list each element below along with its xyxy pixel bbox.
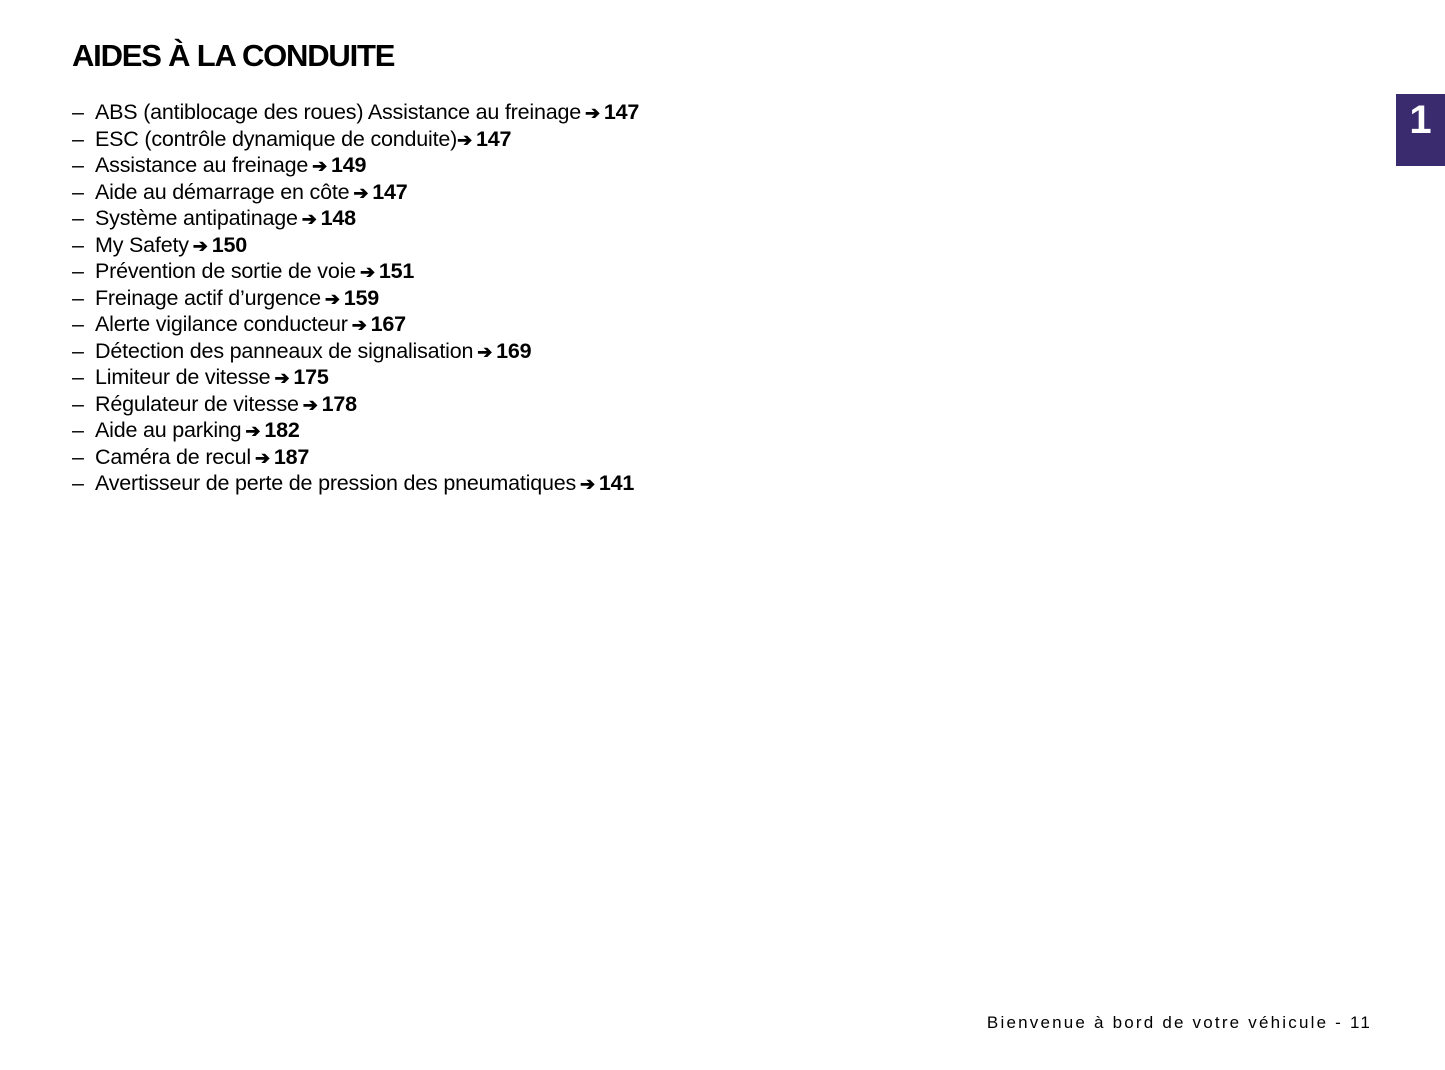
dash: – bbox=[72, 179, 84, 204]
dash: – bbox=[72, 418, 84, 442]
arrow-right-icon: ➔ bbox=[192, 235, 208, 256]
page-ref-link[interactable]: 147 bbox=[372, 179, 408, 204]
dash: – bbox=[72, 126, 84, 151]
page-ref-link[interactable]: 182 bbox=[264, 418, 300, 442]
page-ref-link[interactable]: 175 bbox=[293, 365, 329, 389]
page-ref-link[interactable]: 178 bbox=[321, 391, 357, 416]
arrow-right-icon: ➔ bbox=[457, 129, 472, 150]
arrow-right-icon: ➔ bbox=[580, 474, 595, 494]
list-item bbox=[72, 286, 639, 313]
arrow-right-icon: ➔ bbox=[324, 288, 340, 309]
item-label: Avertisseur de perte de pression des pneumatiques bbox=[95, 471, 577, 495]
page-ref-link[interactable]: 147 bbox=[475, 126, 512, 151]
list-item bbox=[72, 445, 639, 472]
list-item bbox=[72, 259, 639, 286]
page-ref-link[interactable]: 151 bbox=[378, 259, 415, 283]
list-item bbox=[72, 233, 639, 260]
dash: – bbox=[72, 471, 84, 495]
list-item bbox=[72, 312, 639, 339]
arrow-right-icon: ➔ bbox=[359, 262, 375, 282]
arrow-right-icon: ➔ bbox=[254, 447, 270, 468]
dash: – bbox=[72, 259, 84, 283]
page-title: AIDES À LA CONDUITE bbox=[72, 38, 395, 73]
item-label: ABS (antiblocage des roues) Assistance au freinage bbox=[95, 100, 581, 124]
page-ref-link[interactable]: 147 bbox=[603, 100, 640, 124]
arrow-right-icon: ➔ bbox=[477, 341, 493, 362]
page-ref-link[interactable]: 169 bbox=[496, 338, 532, 363]
item-label: Détection des panneaux de signalisation bbox=[95, 338, 474, 363]
list-item bbox=[72, 365, 639, 392]
arrow-right-icon: ➔ bbox=[312, 156, 328, 176]
arrow-right-icon: ➔ bbox=[301, 209, 317, 229]
item-label: My Safety bbox=[95, 232, 189, 257]
list-item bbox=[72, 471, 639, 498]
arrow-right-icon: ➔ bbox=[274, 368, 290, 388]
page-ref-link[interactable]: 141 bbox=[598, 471, 635, 495]
page-ref-link[interactable]: 150 bbox=[211, 232, 247, 257]
page-ref-link[interactable]: 167 bbox=[370, 312, 406, 336]
arrow-right-icon: ➔ bbox=[245, 421, 261, 441]
dash: – bbox=[72, 232, 84, 257]
item-label: Régulateur de vitesse bbox=[95, 391, 299, 416]
list-item bbox=[72, 339, 639, 366]
page-ref-link[interactable]: 159 bbox=[343, 285, 380, 310]
item-label: Assistance au freinage bbox=[95, 153, 309, 177]
feature-list bbox=[72, 100, 639, 498]
item-label: Aide au parking bbox=[95, 418, 242, 442]
dash: – bbox=[72, 391, 84, 416]
page-ref-link[interactable]: 187 bbox=[273, 444, 310, 469]
list-item bbox=[72, 206, 639, 233]
arrow-right-icon: ➔ bbox=[351, 315, 367, 335]
page-ref-link[interactable]: 149 bbox=[331, 153, 367, 177]
item-label: Aide au démarrage en côte bbox=[95, 179, 350, 204]
list-item bbox=[72, 153, 639, 180]
item-label: Caméra de recul bbox=[95, 444, 251, 469]
dash: – bbox=[72, 444, 84, 469]
dash: – bbox=[72, 365, 84, 389]
list-item bbox=[72, 100, 639, 127]
list-item bbox=[72, 392, 639, 419]
list-item bbox=[72, 127, 639, 154]
item-label: Freinage actif d’urgence bbox=[95, 285, 321, 310]
dash: – bbox=[72, 100, 84, 124]
list-item bbox=[72, 180, 639, 207]
dash: – bbox=[72, 338, 84, 363]
item-label: Prévention de sortie de voie bbox=[95, 259, 356, 283]
arrow-right-icon: ➔ bbox=[585, 103, 600, 123]
dash: – bbox=[72, 285, 84, 310]
dash: – bbox=[72, 206, 84, 230]
arrow-right-icon: ➔ bbox=[302, 394, 318, 415]
dash: – bbox=[72, 312, 84, 336]
item-label: Alerte vigilance conducteur bbox=[95, 312, 348, 336]
item-label: Limiteur de vitesse bbox=[95, 365, 271, 389]
item-label: ESC (contrôle dynamique de conduite) bbox=[95, 126, 458, 151]
arrow-right-icon: ➔ bbox=[353, 182, 369, 203]
item-label: Système antipatinage bbox=[95, 206, 298, 230]
chapter-tab: 1 bbox=[1396, 94, 1445, 166]
page-ref-link[interactable]: 148 bbox=[320, 206, 356, 230]
dash: – bbox=[72, 153, 84, 177]
list-item bbox=[72, 418, 639, 445]
page-footer: Bienvenue à bord de votre véhicule - 11 bbox=[986, 1013, 1372, 1032]
